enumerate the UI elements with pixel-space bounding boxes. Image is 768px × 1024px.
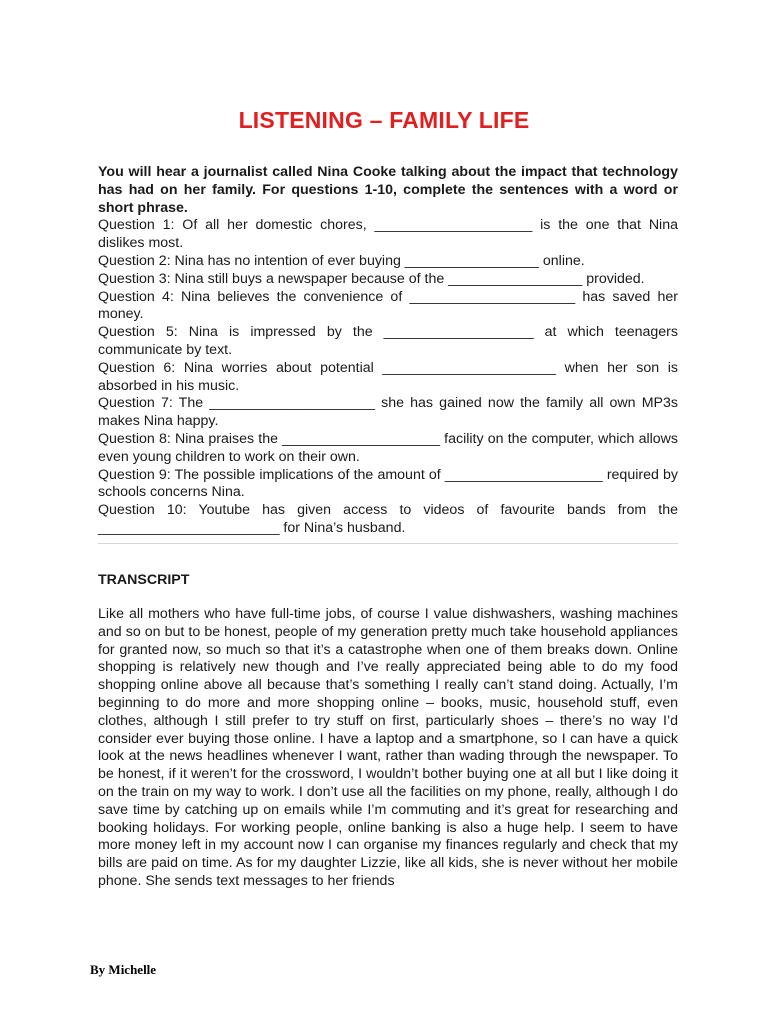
question-3: Question 3: Nina still buys a newspaper because of the _________________ provided. bbox=[98, 270, 645, 287]
page-title: LISTENING – FAMILY LIFE bbox=[238, 107, 530, 133]
question-10: Question 10: Youtube has given access to videos of favourite bands from the _______________________ for Nina’s husband. bbox=[98, 502, 678, 536]
transcript-text: Like all mothers who have full-time jobs, of course I value dishwashers, washing machines and so on but to be honest, people of my generation pretty much take household appliances for granted now, so much so that it’s a catastrophe when one of them breaks down. Online shopping is relatively new though and I’ve really appreciated being able to do my food shopping online above all because that’s something I really can’t stand doing. Actually, I’m beginning to do more and more shopping online – books, music, household stuff, even clothes, although I still prefer to try stuff on first, particularly shoes – there’s no way I’d consider ever buying those online. I have a laptop and a smartphone, so I can have a quick look at the news headlines whenever I want, rather than wading through the newspaper. To be honest, if it weren’t for the crossword, I wouldn’t bother buying one at all but I like doing it on the train on my way to work. I don’t use all the facilities on my phone, really, although I do save time by catching up on emails while I’m commuting and it’s great for researching and booking holidays. For working people, online banking is also a huge help. I seem to have more money left in my account now I can organise my finances regularly and check that my bills are paid on time. As for my daughter Lizzie, like all kids, she is never without her mobile phone. She sends text messages to her friends bbox=[98, 606, 678, 889]
question-1: Question 1: Of all her domestic chores, ____________________ is the one that Nina dislikes most. bbox=[98, 217, 678, 252]
question-8: Question 8: Nina praises the ____________________ facility on the computer, which allows even young children to work on their own. bbox=[98, 430, 678, 465]
instructions-section bbox=[98, 164, 678, 538]
question-6: Question 6: Nina worries about potential ______________________ when her son is absorbed in his music. bbox=[98, 359, 678, 394]
question-7: Question 7: The _____________________ she has gained now the family all own MP3s makes Nina happy. bbox=[98, 395, 678, 430]
transcript-heading: TRANSCRIPT bbox=[98, 572, 190, 588]
instructions-text: You will hear a journalist called Nina Cooke talking about the impact that technology has had on her family. For questions 1-10, complete the sentences with a word or short phrase. bbox=[98, 164, 678, 216]
question-4: Question 4: Nina believes the convenience of _____________________ has saved her money. bbox=[98, 288, 678, 323]
section-divider bbox=[98, 543, 678, 544]
question-2: Question 2: Nina has no intention of ever buying _________________ online. bbox=[98, 252, 585, 269]
author-footer: By Michelle bbox=[90, 962, 157, 977]
question-5: Question 5: Nina is impressed by the ___________________ at which teenagers communicate by text. bbox=[98, 324, 678, 358]
question-9: Question 9: The possible implications of the amount of ____________________ required by schools concerns Nina. bbox=[98, 466, 678, 501]
